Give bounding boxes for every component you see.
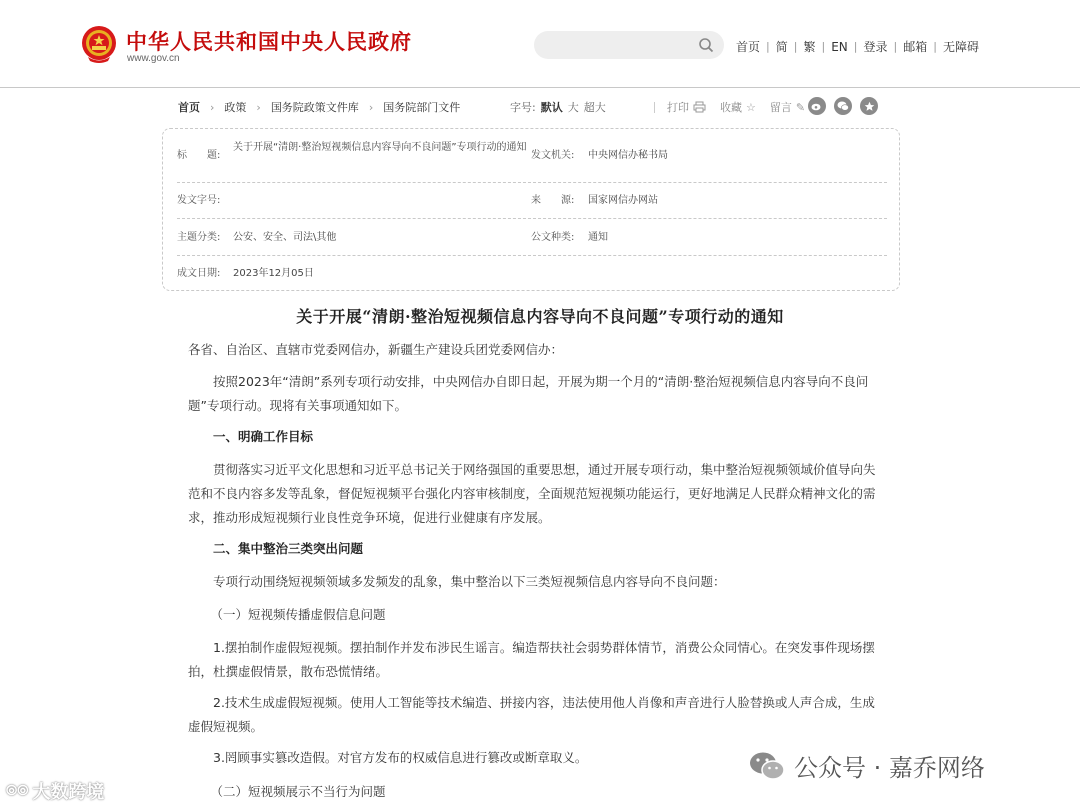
watermark-left-text: 大数跨境 — [32, 782, 105, 803]
share-buttons — [808, 97, 878, 115]
document-paragraph — [188, 370, 878, 418]
font-size-options — [510, 99, 606, 115]
document-paragraph — [188, 636, 878, 684]
item3: 3.罔顾事实篡改造假。对官方发布的权威信息进行篡改或断章取义。 — [213, 750, 588, 765]
top-nav — [736, 38, 979, 55]
site-title[interactable]: 中华人民共和国中央人民政府 — [126, 29, 412, 54]
breadcrumb — [178, 99, 898, 117]
nav-login[interactable]: 登录 — [863, 40, 888, 54]
title-label: 标 题: — [177, 150, 221, 161]
document-paragraph — [188, 570, 878, 594]
document-info-table — [162, 128, 900, 291]
breadcrumb-home[interactable]: 首页 — [178, 101, 200, 114]
source-value: 国家网信办网站 — [588, 195, 658, 206]
watermark-right — [748, 748, 985, 783]
section2-body: 专项行动围绕短视频领域多发频发的乱象，集中整治以下三类短视频信息内容导向不良问题： — [213, 574, 726, 589]
page-tools — [646, 99, 826, 115]
source-label: 来 源: — [531, 195, 575, 206]
document-subheading — [188, 603, 878, 627]
nav-separator: | — [893, 40, 898, 53]
section1-heading: 一、明确工作目标 — [213, 429, 314, 444]
greeting: 各省、自治区、直辖市党委网信办，新疆生产建设兵团党委网信办： — [188, 342, 564, 357]
document-subheading — [188, 780, 878, 804]
nav-home[interactable]: 首页 — [736, 40, 761, 54]
font-size-default[interactable]: 默认 — [540, 101, 563, 114]
watermark-left — [6, 778, 104, 804]
breadcrumb-dept-docs[interactable]: 国务院部门文件 — [383, 101, 461, 114]
section1-body: 贯彻落实习近平文化思想和习近平总书记关于网络强国的重要思想，通过开展专项行动，集中整治短视频领域价值导向失范和不良内容多发等乱象，督促短视频平台强化内容审核制度，全面规范短视频功能运行，更好地满足人民群众精神文化的需求，推动形成短视频行业良性竞争环境，促进行业健康有序发展。 — [188, 462, 876, 525]
nav-separator: | — [766, 40, 770, 53]
divider — [654, 102, 655, 113]
document-heading — [188, 425, 878, 449]
wechat-icon — [748, 750, 786, 782]
item1: 1.摆拍制作虚假短视频。摆拍制作并发布涉民生谣言。编造帮扶社会弱势群体情节，消费公众同情心。在突发事件现场摆拍，杜撰虚假情景，散布恐慌情绪。 — [188, 640, 875, 679]
star-share-icon[interactable] — [860, 97, 878, 115]
document-paragraph — [188, 691, 878, 739]
nav-mail[interactable]: 邮箱 — [903, 40, 928, 54]
sub2-heading: （二）短视频展示不当行为问题 — [210, 784, 386, 799]
nav-separator: | — [821, 40, 826, 53]
nav-traditional[interactable]: 繁 — [803, 40, 816, 54]
nav-accessibility[interactable]: 无障碍 — [942, 40, 979, 54]
nav-separator: | — [933, 40, 937, 53]
category-value: 公安、安全、司法\其他 — [233, 232, 337, 243]
item2: 2.技术生成虚假短视频。使用人工智能等技术编造、拼接内容，违法使用他人肖像和声音进行人脸替换或人声合成，生成虚假短视频。 — [188, 695, 875, 734]
chevron-right-icon: › — [210, 100, 215, 114]
breadcrumb-trail — [178, 99, 460, 115]
doc-type-value: 通知 — [588, 232, 608, 243]
section2-heading: 二、集中整治三类突出问题 — [213, 541, 364, 556]
national-emblem-icon[interactable] — [80, 24, 118, 64]
pencil-icon[interactable]: ✎ — [795, 100, 806, 114]
favorite-label[interactable]: 收藏 — [720, 101, 742, 114]
document-paragraph — [188, 458, 878, 530]
issuer-label: 发文机关: — [531, 150, 575, 161]
document-title: 关于开展“清朗·整治短视频信息内容导向不良问题”专项行动的通知 — [296, 307, 784, 326]
breadcrumb-policy-library[interactable]: 国务院政策文件库 — [270, 101, 359, 114]
watermark-logo-icon: ⦾⦾ — [6, 783, 29, 799]
breadcrumb-policy[interactable]: 政策 — [224, 101, 247, 114]
weibo-share-icon[interactable] — [808, 97, 826, 115]
font-size-xlarge[interactable]: 超大 — [583, 101, 606, 114]
print-label[interactable]: 打印 — [667, 101, 689, 114]
document-body — [188, 338, 878, 362]
font-size-large[interactable]: 大 — [567, 101, 579, 114]
title-value: 关于开展“清朗·整治短视频信息内容导向不良问题”专项行动的通知 — [233, 142, 527, 153]
issuer-value: 中央网信办秘书局 — [588, 150, 668, 161]
wechat-share-icon[interactable] — [834, 97, 852, 115]
date-label: 成文日期: — [177, 268, 221, 279]
site-url[interactable]: www.gov.cn — [127, 53, 180, 64]
doc-type-label: 公文种类: — [531, 232, 575, 243]
intro-paragraph: 按照2023年“清朗”系列专项行动安排，中央网信办自即日起，开展为期一个月的“清朗·整治短视频信息内容导向不良问题”专项行动。现将有关事项通知如下。 — [188, 374, 869, 413]
font-size-label: 字号: — [510, 101, 536, 114]
sub1-heading: （一）短视频传播虚假信息问题 — [210, 607, 386, 622]
comment-label[interactable]: 留言 — [769, 101, 792, 114]
nav-separator: | — [793, 40, 798, 53]
date-value: 2023年12月05日 — [233, 268, 314, 279]
search-icon[interactable] — [698, 37, 714, 53]
nav-english[interactable]: EN — [831, 39, 848, 54]
search-input[interactable] — [534, 31, 724, 59]
category-label: 主题分类: — [177, 232, 221, 243]
site-header — [0, 0, 1080, 88]
nav-simplified[interactable]: 简 — [775, 40, 788, 54]
document-heading — [188, 537, 878, 561]
doc-number-label: 发文字号: — [177, 195, 221, 206]
nav-separator: | — [853, 40, 858, 53]
printer-icon[interactable] — [693, 101, 706, 113]
star-icon[interactable]: ☆ — [746, 100, 756, 114]
watermark-right-text: 公众号 · 嘉乔网络 — [794, 754, 985, 782]
chevron-right-icon: › — [368, 100, 374, 114]
chevron-right-icon: › — [256, 100, 261, 114]
